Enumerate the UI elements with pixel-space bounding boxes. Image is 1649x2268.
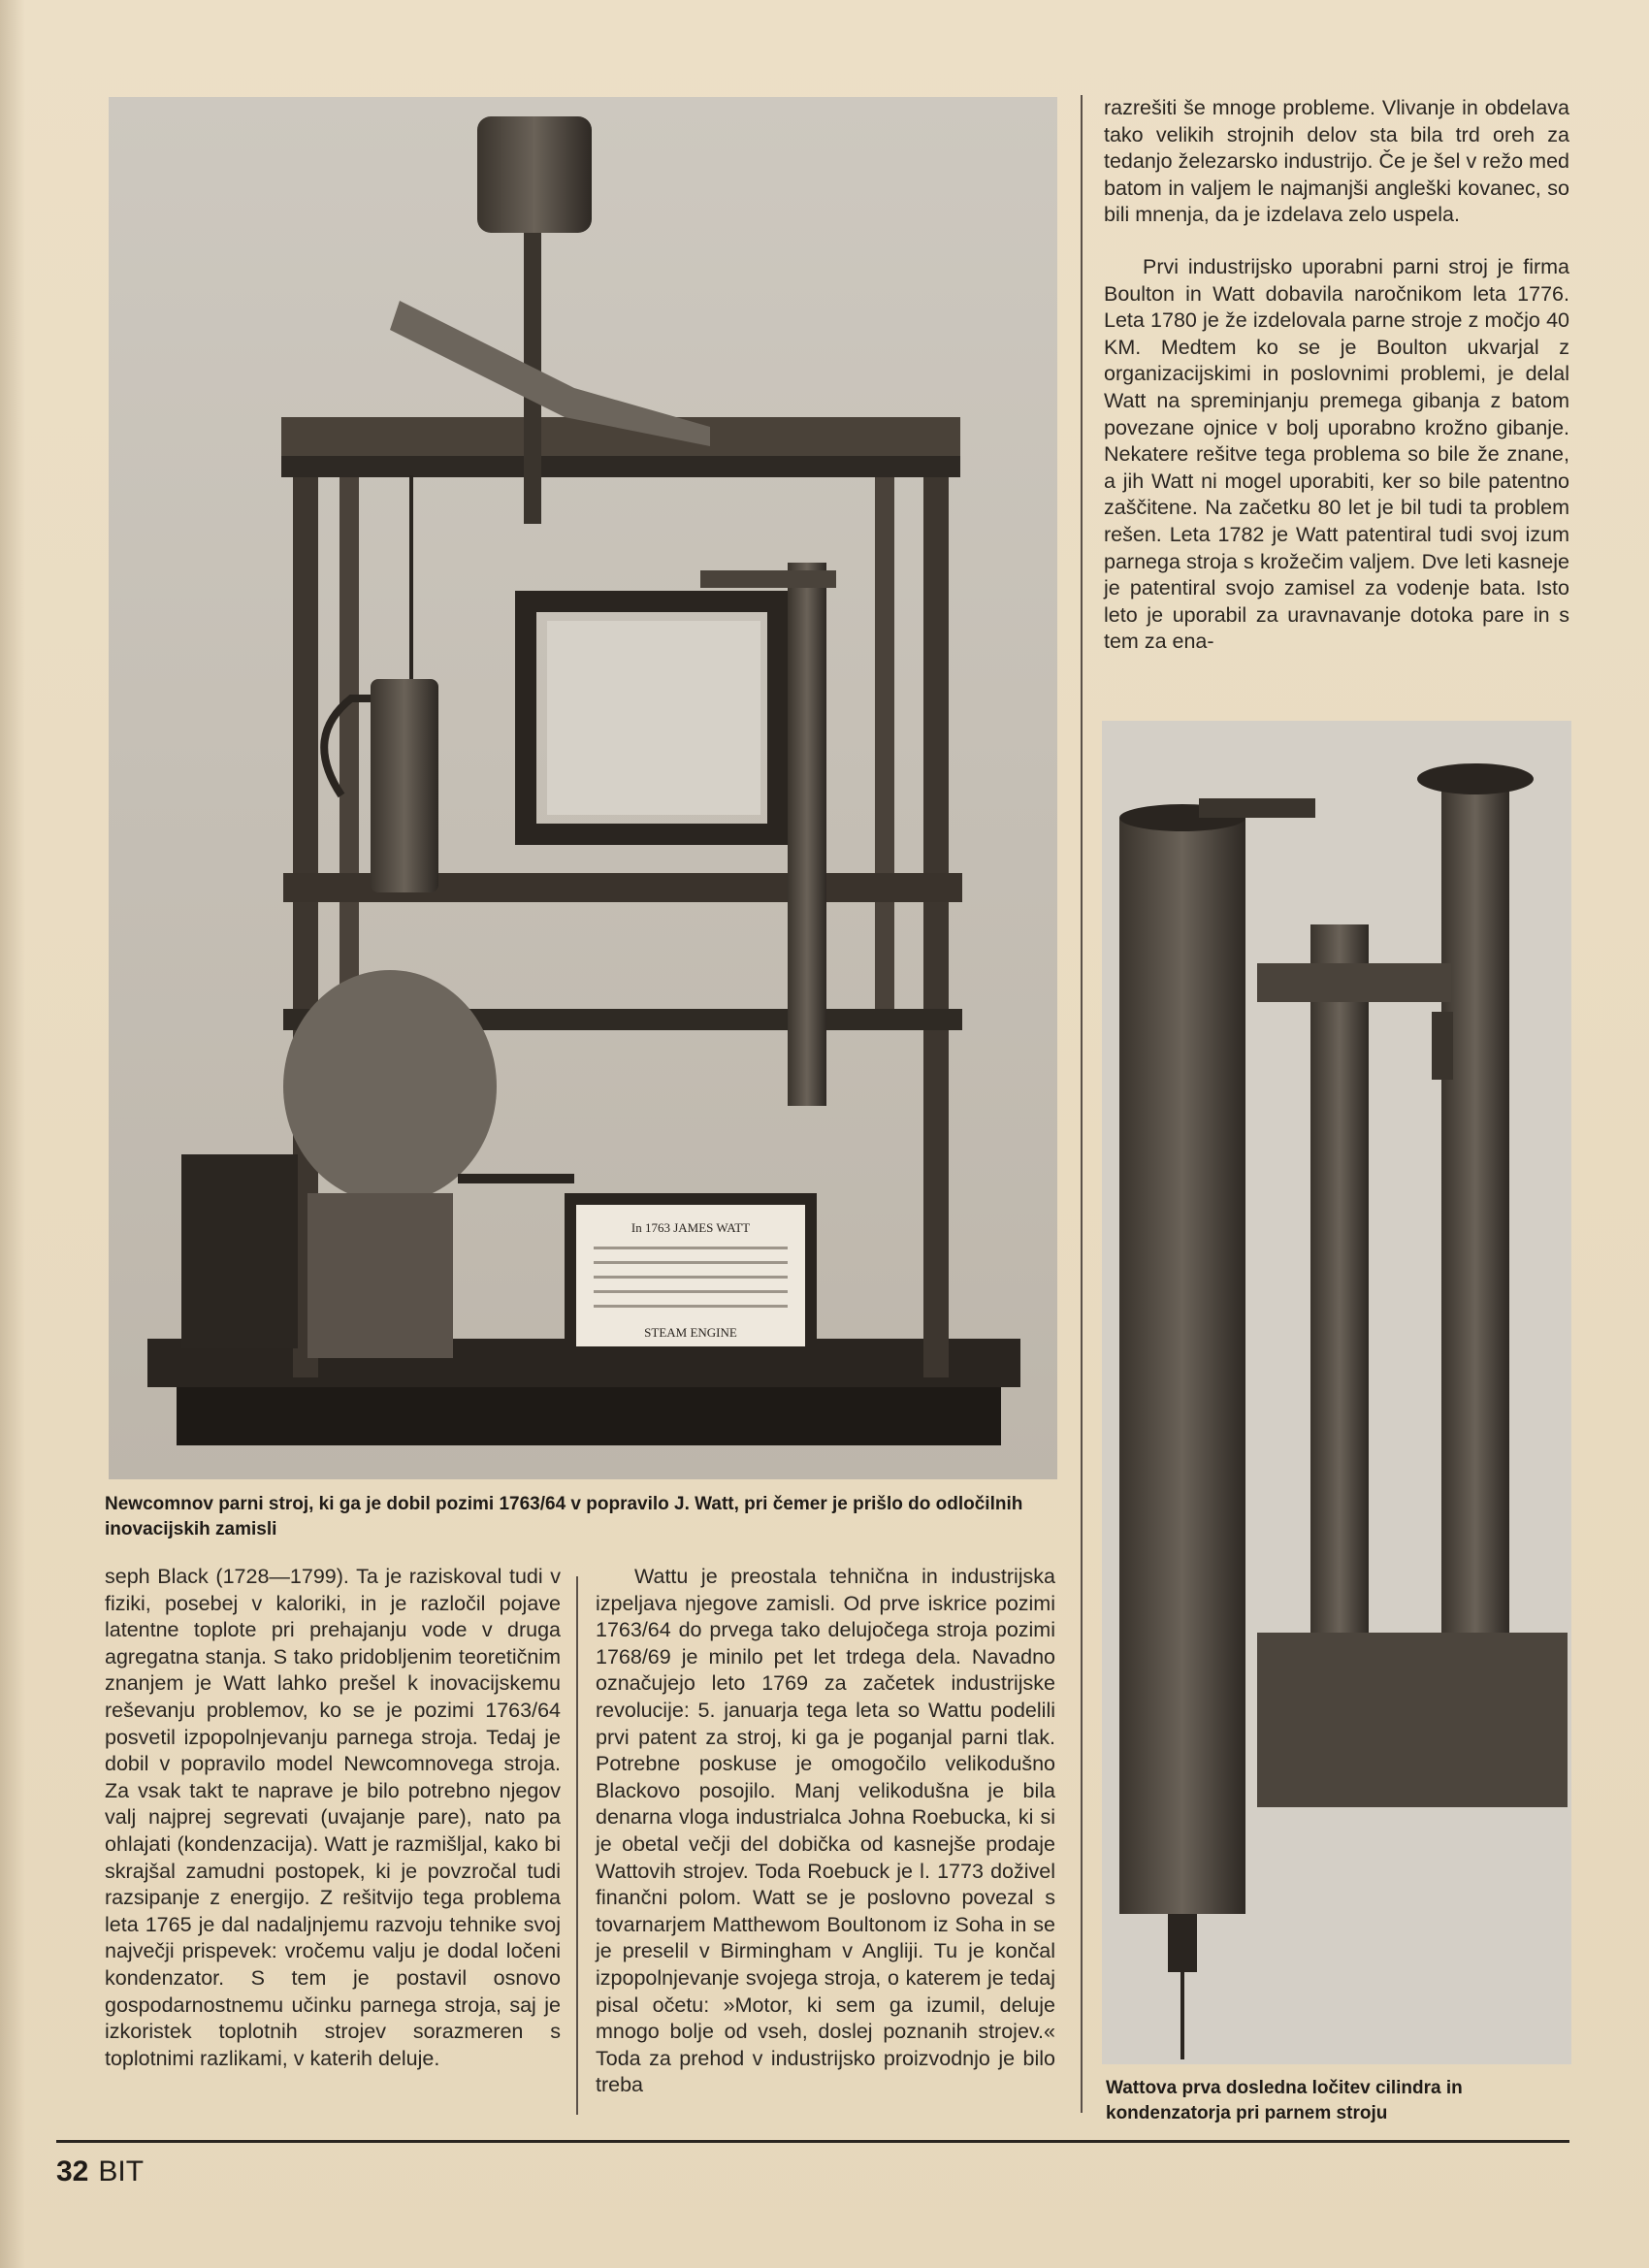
newcomen-engine-photo	[109, 97, 1057, 1479]
column-divider	[576, 1576, 578, 2115]
paragraph: seph Black (1728—1799). Ta je raziskoval tudi v fiziki, posebej v kaloriki, in je razločil pojave latentne toplote pri prehajanju vode v druga agregatna stanja. S tako pridobljenim teoretičnim znanjem je Watt lahko prešel k inovacijskemu reševanju problemov, ko se je pozimi 1763/64 posvetil izpopolnjevanju parnega stroja. Tedaj je dobil v popravilo model Newcomnovega stroja. Za vsak takt te naprave je bilo potrebno njegov valj najprej segrevati (uvajanje pare), nato pa ohlajati (kondenzacija). Watt je razmišljal, kako bi skrajšal zamudni postopek, ki je povzročal tudi razsipanje z energijo. Z rešitvijo tega problema leta 1765 je dal nadaljnjemu razvoju tehnike svoj največji prispevek: vročemu valju je dodal ločeni kondenzator. S tem je postavil osnovo gospodarnostnemu učinku parnega stroja, saj je izkoristek toplotnih strojev sorazmeren s toplotnimi razlikami, v katerih deluje.	[105, 1565, 561, 2070]
newcomen-engine-illustration	[109, 97, 1057, 1479]
article-column-left	[105, 1564, 561, 2097]
article-column-right-top	[1104, 95, 1569, 681]
paragraph: razrešiti še mnoge probleme. Vlivanje in obdelava tako velikih strojnih delov sta bila trd oreh za tedanjo železarsko industrijo. Če je šel v režo med batom in valjem le najmanjši angleški kovanec, so bili mnenja, da je izdelava zelo uspela.	[1104, 96, 1569, 227]
column-divider	[1081, 95, 1083, 2113]
footer-rule	[56, 2140, 1569, 2143]
plaque-text-top: In 1763 JAMES WATT	[630, 1220, 751, 1235]
paragraph: Wattu je preostala tehnična in industrijska izpeljava njegove zamisli. Od prve iskrice pozimi 1763/64 do prvega tako delujočega stroja pozimi 1768/69 je minilo pet let trdega dela. Navadno označujejo leto 1769 za začetek industrijske revolucije: 5. januarja tega leta so Wattu podelili prvi patent za stroj, ki ga je poganjal parni tlak. Potrebne poskuse je omogočilo velikodušno Blackovo posojilo. Manj velikodušna je bila denarna vloga industrialca Johna Roebucka, ki si je obetal večji del dobička od kasnejše prodaje Wattovih strojev. Toda Roebuck je l. 1773 doživel finančni polom. Watt se je poslovno povezal s tovarnarjem Matthewom Boultonom iz Soha in se je preselil v Birmingham v Angliji. Tu je končal izpopolnjevanje svojega stroja, o katerem je tedaj pisal očetu: »Motor, ki sem ga izumil, deluje mnogo bolje od vseh, doslej poznanih strojev.« Toda za prehod v industrijsko proizvodnjo je bilo treba	[596, 1565, 1055, 2097]
magazine-name: BIT	[98, 2155, 145, 2187]
page-number: 32	[56, 2155, 89, 2187]
page-footer	[56, 2155, 144, 2188]
condenser-illustration	[1102, 721, 1571, 2064]
paragraph: Prvi industrijsko uporabni parni stroj je firma Boulton in Watt dobavila naročnikom leta 1776. Leta 1780 je že izdelovala parne stroje z močjo 40 KM. Medtem ko se je Boulton ukvarjal z organizacijskimi in poslovnimi problemi, je delal Watt na spreminjanju premega gibanja z batom povezane ojnice v bolj uporabno krožno gibanje. Nekatere rešitve tega problema so bile že znane, a jih Watt ni mogel uporabiti, ker so bile patentno zaščitene. Na začetku 80 let je bil tudi ta problem rešen. Leta 1782 je Watt patentiral tudi svoj izum parnega stroja s krožečim valjem. Dve leti kasneje je patentiral svojo zamisel za vodenje bata. Isto leto je uporabil za uravnavanje dotoka pare in s tem za ena-	[1104, 254, 1569, 654]
page-edge-shadow	[0, 0, 25, 2268]
plaque-text-bottom: STEAM ENGINE	[644, 1325, 737, 1340]
watt-condenser-photo	[1102, 721, 1571, 2064]
article-column-middle	[596, 1564, 1055, 2124]
figure1-caption: Newcomnov parni stroj, ki ga je dobil pozimi 1763/64 v popravilo J. Watt, pri čemer je prišlo do odločilnih inovacijskih zamisli	[105, 1494, 1023, 1539]
figure2-caption: Wattova prva dosledna ločitev cilindra in kondenzatorja pri parnem stroju	[1106, 2078, 1463, 2123]
